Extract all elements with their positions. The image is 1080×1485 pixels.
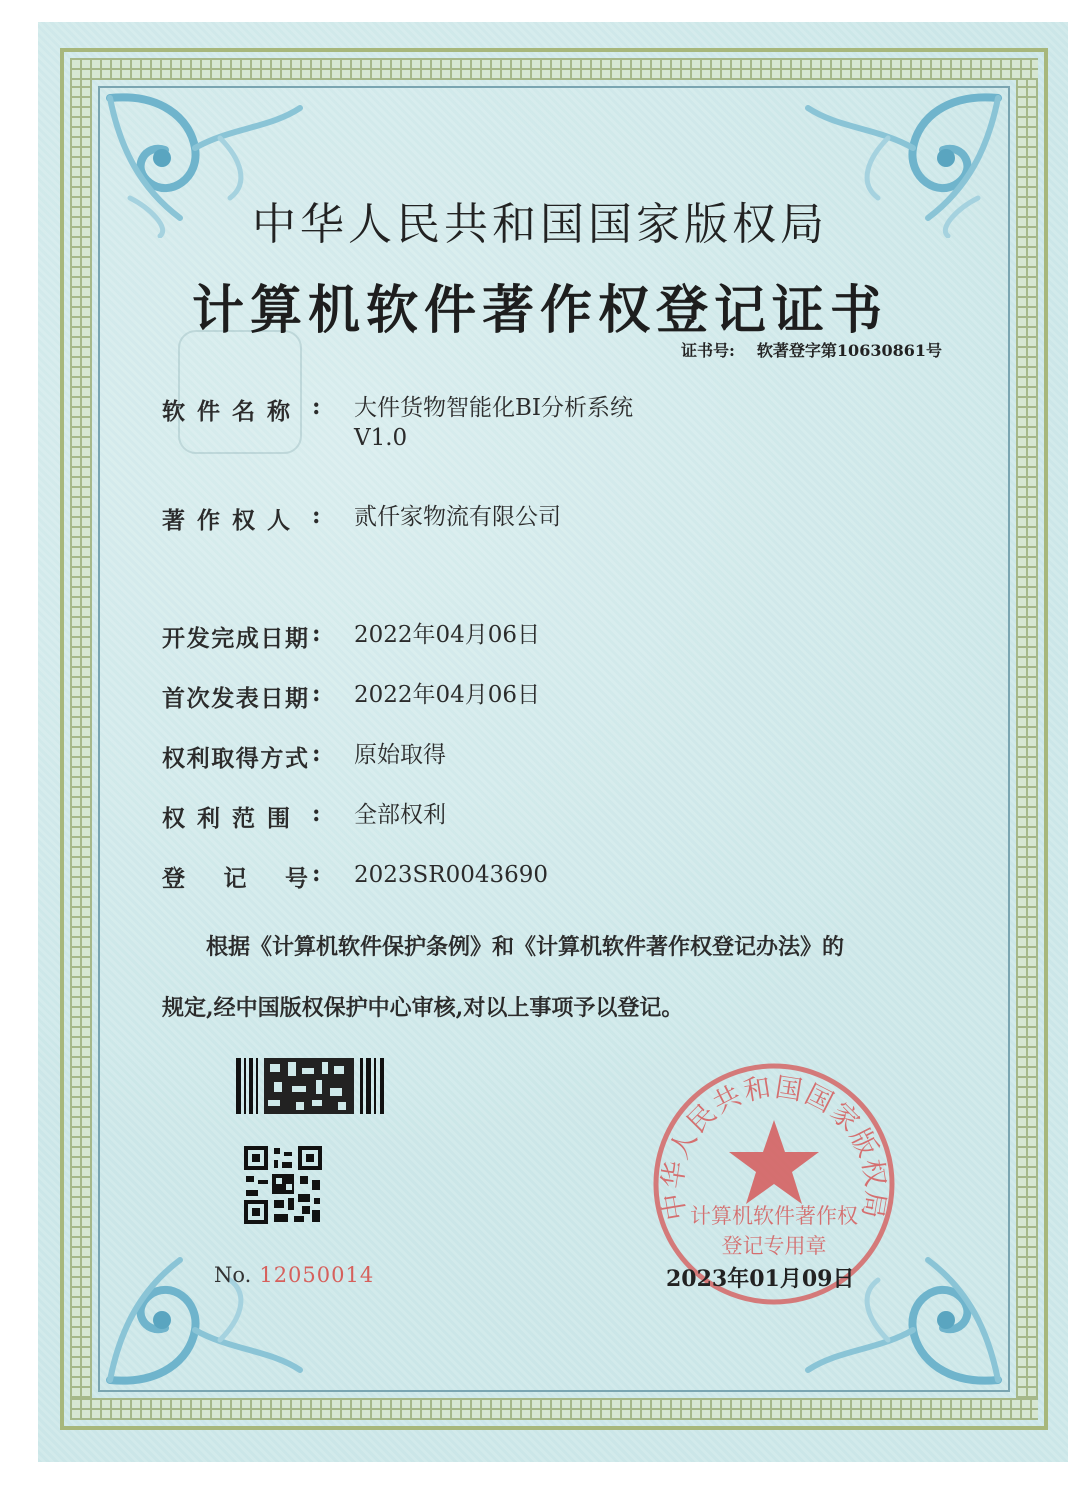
field-value: 原始取得 <box>354 742 446 768</box>
field-colon: : <box>312 680 321 707</box>
field-colon: : <box>312 502 321 529</box>
certificate-number-value: 软著登字第10630861号 <box>756 341 942 360</box>
field-label: 权 利 取 得 方 式 <box>162 745 308 772</box>
serial-number-value: 12050014 <box>259 1263 375 1287</box>
field-label: 软 件 名 称 <box>162 398 290 425</box>
serial-number-label: No. <box>214 1263 252 1287</box>
qr-code-icon <box>244 1146 322 1224</box>
field-value: 全部权利 <box>354 802 446 828</box>
seal-ring-text: 中华人民共和国国家版权局 <box>657 1072 891 1223</box>
watermark-emblem-icon <box>178 330 302 454</box>
field-value: 2023SR0043690 <box>354 862 549 888</box>
certificate-number <box>681 338 942 361</box>
barcode-icon <box>236 1058 386 1114</box>
field-value: 贰仟家物流有限公司 <box>354 504 561 530</box>
authority-title: 中华人民共和国国家版权局 <box>252 199 828 250</box>
field-colon: : <box>312 860 321 887</box>
field-value: 2022年04月06日 <box>354 682 541 708</box>
certificate-title: 计算机软件著作权登记证书 <box>191 280 888 341</box>
seal-text-line-1: 计算机软件著作权 <box>690 1204 858 1228</box>
issue-date: 2023年01月09日 <box>666 1266 855 1292</box>
field-colon: : <box>312 740 321 767</box>
field-value: 2022年04月06日 <box>354 622 541 648</box>
field-label: 著 作 权 人 <box>162 507 290 534</box>
greek-key-border-top <box>70 58 1038 80</box>
field-colon: : <box>312 393 321 420</box>
statement-line-1: 根据《计算机软件保护条例》和《计算机软件著作权登记办法》的 <box>206 934 845 960</box>
certificate-number-label: 证书号: <box>681 341 735 360</box>
field-label: 登 记 号 <box>162 865 308 892</box>
field-value: 大件货物智能化BI分析系统 V1.0 <box>354 395 633 451</box>
greek-key-border-bottom <box>70 1398 1038 1420</box>
serial-number <box>214 1263 374 1287</box>
field-colon: : <box>312 620 321 647</box>
field-colon: : <box>312 800 321 827</box>
field-label: 权 利 范 围 <box>162 805 290 832</box>
seal-text-line-2: 登记专用章 <box>721 1234 827 1258</box>
field-label: 首 次 发 表 日 期 <box>162 685 308 712</box>
statement-line-2: 规定,经中国版权保护中心审核,对以上事项予以登记。 <box>162 995 684 1021</box>
field-label: 开 发 完 成 日 期 <box>162 625 308 652</box>
